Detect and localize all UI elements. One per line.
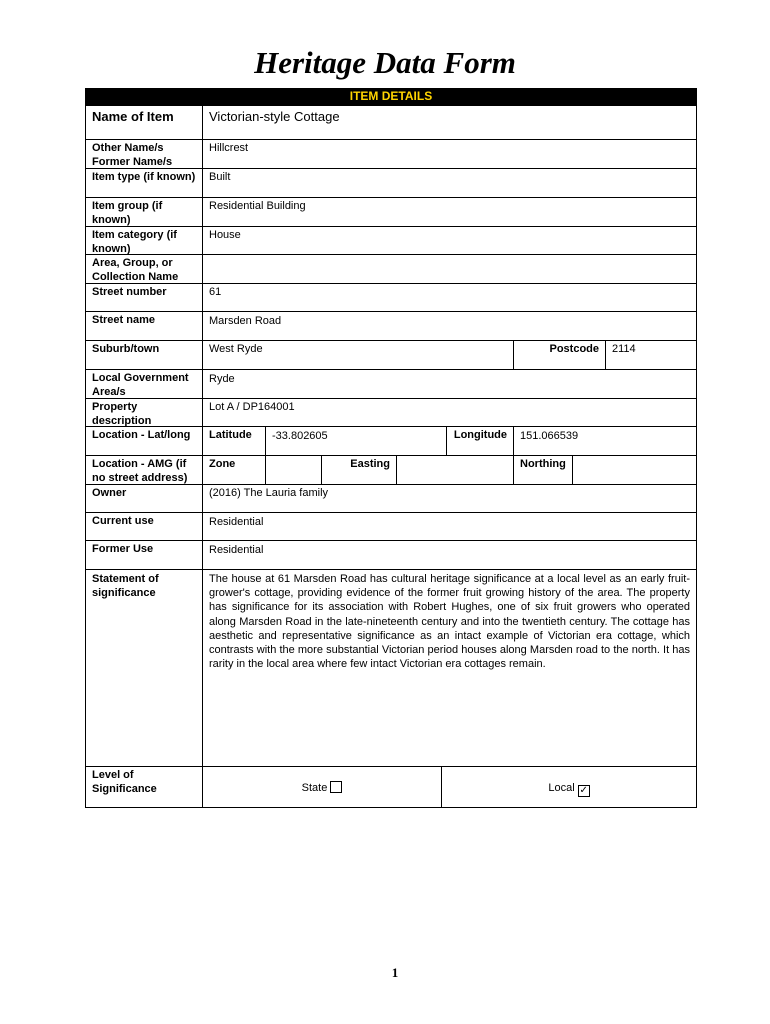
state-label: State bbox=[301, 782, 328, 794]
local-label: Local bbox=[548, 782, 575, 794]
former-use-value[interactable]: Residential bbox=[202, 540, 697, 570]
lga-label: Local Government Area/s bbox=[85, 369, 203, 399]
current-use-value[interactable]: Residential bbox=[202, 512, 697, 541]
property-value[interactable]: Lot A / DP164001 bbox=[202, 398, 697, 427]
name-value[interactable]: Victorian-style Cottage bbox=[202, 105, 697, 140]
location-label: Location - Lat/long bbox=[85, 426, 203, 456]
street-number-value[interactable]: 61 bbox=[202, 283, 697, 312]
local-option[interactable] bbox=[441, 766, 697, 808]
item-category-label: Item category (if known) bbox=[85, 226, 203, 255]
postcode-value[interactable]: 2114 bbox=[605, 340, 697, 370]
area-value[interactable] bbox=[202, 254, 697, 284]
easting-label: Easting bbox=[321, 455, 397, 485]
item-group-value[interactable]: Residential Building bbox=[202, 197, 697, 227]
other-names-label: Other Name/s Former Name/s bbox=[85, 139, 203, 169]
postcode-label: Postcode bbox=[513, 340, 606, 370]
street-name-label: Street name bbox=[85, 311, 203, 341]
item-group-label: Item group (if known) bbox=[85, 197, 203, 227]
local-checkbox[interactable]: ✓ bbox=[579, 785, 588, 796]
northing-label: Northing bbox=[513, 455, 573, 485]
street-number-label: Street number bbox=[85, 283, 203, 312]
other-names-value[interactable]: Hillcrest bbox=[202, 139, 697, 169]
statement-label: Statement of significance bbox=[85, 569, 203, 767]
name-label: Name of Item bbox=[85, 105, 203, 140]
level-label: Level of Significance bbox=[85, 766, 203, 808]
page-number: 1 bbox=[391, 965, 399, 980]
owner-label: Owner bbox=[85, 484, 203, 513]
property-label: Property description bbox=[85, 398, 203, 427]
item-category-value[interactable]: House bbox=[202, 226, 697, 255]
lga-value[interactable]: Ryde bbox=[202, 369, 697, 399]
suburb-label: Suburb/town bbox=[85, 340, 203, 370]
form-title: Heritage Data Form bbox=[254, 45, 516, 80]
area-label: Area, Group, or Collection Name bbox=[85, 254, 203, 284]
zone-label: Zone bbox=[202, 455, 266, 485]
state-checkbox[interactable] bbox=[330, 781, 342, 793]
statement-value[interactable]: The house at 61 Marsden Road has cultural heritage significance at a local level as an early fruit-grower's cottage, providing evidence of the former fruit growing history of the area. The property has significance for its association with Robert Hughes, one of six fruit growers who operated along Marsden Road in the late-nineteenth century and into the twentieth century. The cottage has aesthetic and representative significance as an intact example of Victorian era cottage, which contrasts with the more substantial Victorian period houses along Marsden road to the north. It has rarity in the local area where few intact Victorian era cottages remain. bbox=[202, 569, 697, 767]
latitude-label: Latitude bbox=[202, 426, 266, 456]
former-use-label: Former Use bbox=[85, 540, 203, 570]
latitude-value[interactable]: -33.802605 bbox=[265, 426, 447, 456]
section-header: ITEM DETAILS bbox=[85, 88, 697, 105]
street-name-value[interactable]: Marsden Road bbox=[202, 311, 697, 341]
amg-label: Location - AMG (if no street address) bbox=[85, 455, 203, 485]
zone-value[interactable] bbox=[265, 455, 322, 485]
owner-value[interactable]: (2016) The Lauria family bbox=[202, 484, 697, 513]
item-type-label: Item type (if known) bbox=[85, 168, 203, 198]
state-option[interactable] bbox=[202, 766, 442, 808]
longitude-value[interactable]: 151.066539 bbox=[513, 426, 697, 456]
item-type-value[interactable]: Built bbox=[202, 168, 697, 198]
longitude-label: Longitude bbox=[446, 426, 514, 456]
current-use-label: Current use bbox=[85, 512, 203, 541]
northing-value[interactable] bbox=[572, 455, 697, 485]
easting-value[interactable] bbox=[396, 455, 514, 485]
suburb-value[interactable]: West Ryde bbox=[202, 340, 514, 370]
